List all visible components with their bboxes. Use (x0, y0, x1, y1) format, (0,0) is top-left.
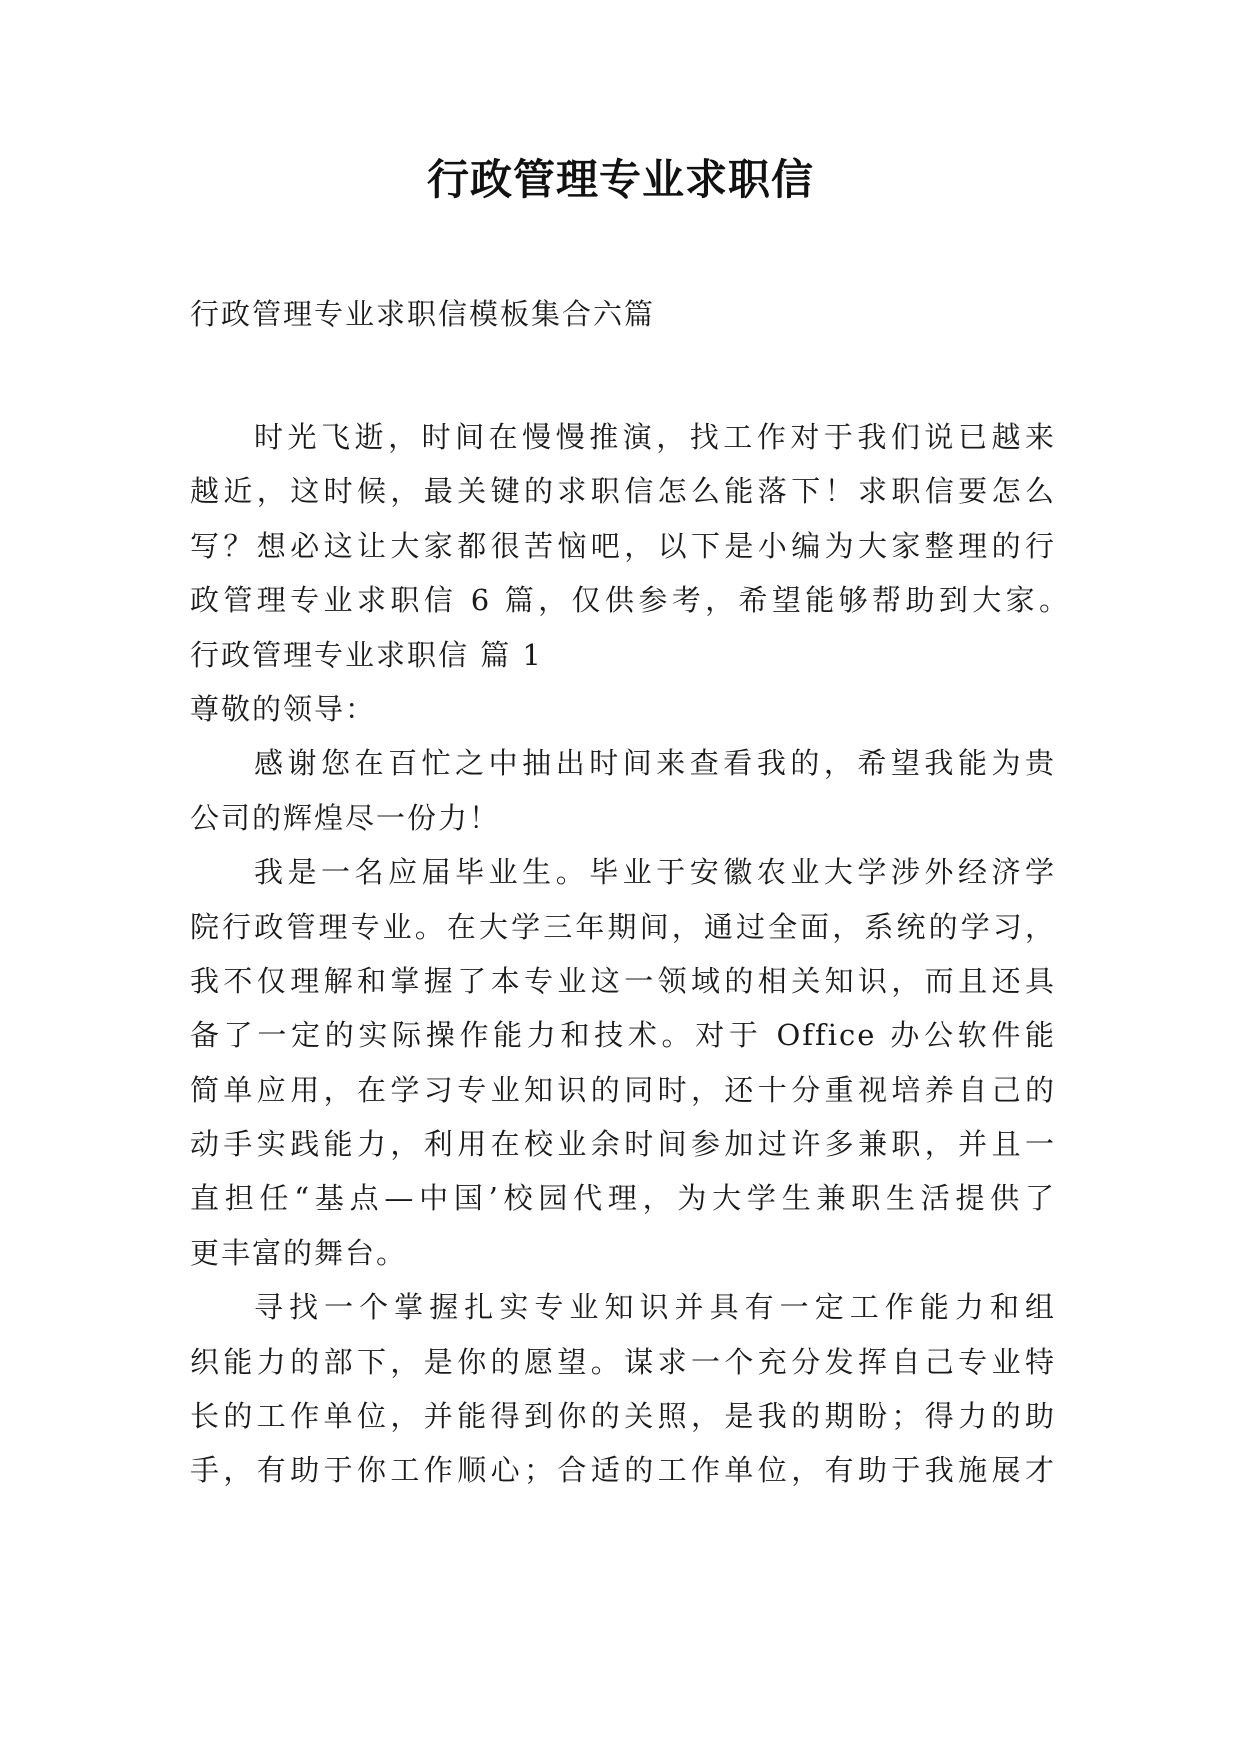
paragraph-line: 更丰富的舞台。 (190, 1235, 408, 1270)
salutation: 尊敬的领导： (190, 691, 377, 726)
paragraph-line: 备了一定的实际操作能力和技术。对于 Office 办公软件能 (190, 1018, 1056, 1053)
paragraph-line: 院行政管理专业。在大学三年期间，通过全面，系统的学习， (190, 909, 1056, 944)
paragraph-line: 简单应用，在学习专业知识的同时，还十分重视培养自己的 (190, 1072, 1056, 1107)
paragraph-line: 寻找一个掌握扎实专业知识并具有一定工作能力和组 (254, 1290, 1056, 1325)
document-body (190, 410, 1080, 1498)
paragraph-line: 我不仅理解和掌握了本专业这一领域的相关知识，而且还具 (190, 963, 1056, 998)
paragraph-line: 越近，这时候，最关键的求职信怎么能落下！求职信要怎么 (190, 474, 1056, 509)
document-title: 行政管理专业求职信 (426, 155, 814, 204)
paragraph-line: 写？想必这让大家都很苦恼吧，以下是小编为大家整理的行 (190, 528, 1056, 563)
paragraph-line: 动手实践能力，利用在校业余时间参加过许多兼职，并且一 (190, 1127, 1056, 1162)
paragraph-line: 长的工作单位，并能得到你的关照，是我的期盼；得力的助 (190, 1399, 1056, 1434)
paragraph-line: 手，有助于你工作顺心；合适的工作单位，有助于我施展才 (190, 1453, 1056, 1488)
paragraph-line: 我是一名应届毕业生。毕业于安徽农业大学涉外经济学 (254, 855, 1056, 890)
paragraph-line: 政管理专业求职信 6 篇，仅供参考，希望能够帮助到大家。 (190, 583, 1070, 618)
section-heading: 行政管理专业求职信 篇 1 (190, 637, 543, 672)
document-subtitle: 行政管理专业求职信模板集合六篇 (190, 297, 656, 331)
paragraph-line: 织能力的部下，是你的愿望。谋求一个充分发挥自己专业特 (190, 1344, 1056, 1379)
paragraph-line: 公司的辉煌尽一份力！ (190, 800, 501, 835)
paragraph-line: 感谢您在百忙之中抽出时间来查看我的，希望我能为贵 (254, 746, 1056, 781)
paragraph-line: 直担任“基点—中国’校园代理，为大学生兼职生活提供了 (190, 1181, 1056, 1216)
paragraph-line: 时光飞逝，时间在慢慢推演，找工作对于我们说已越来 (254, 420, 1056, 454)
